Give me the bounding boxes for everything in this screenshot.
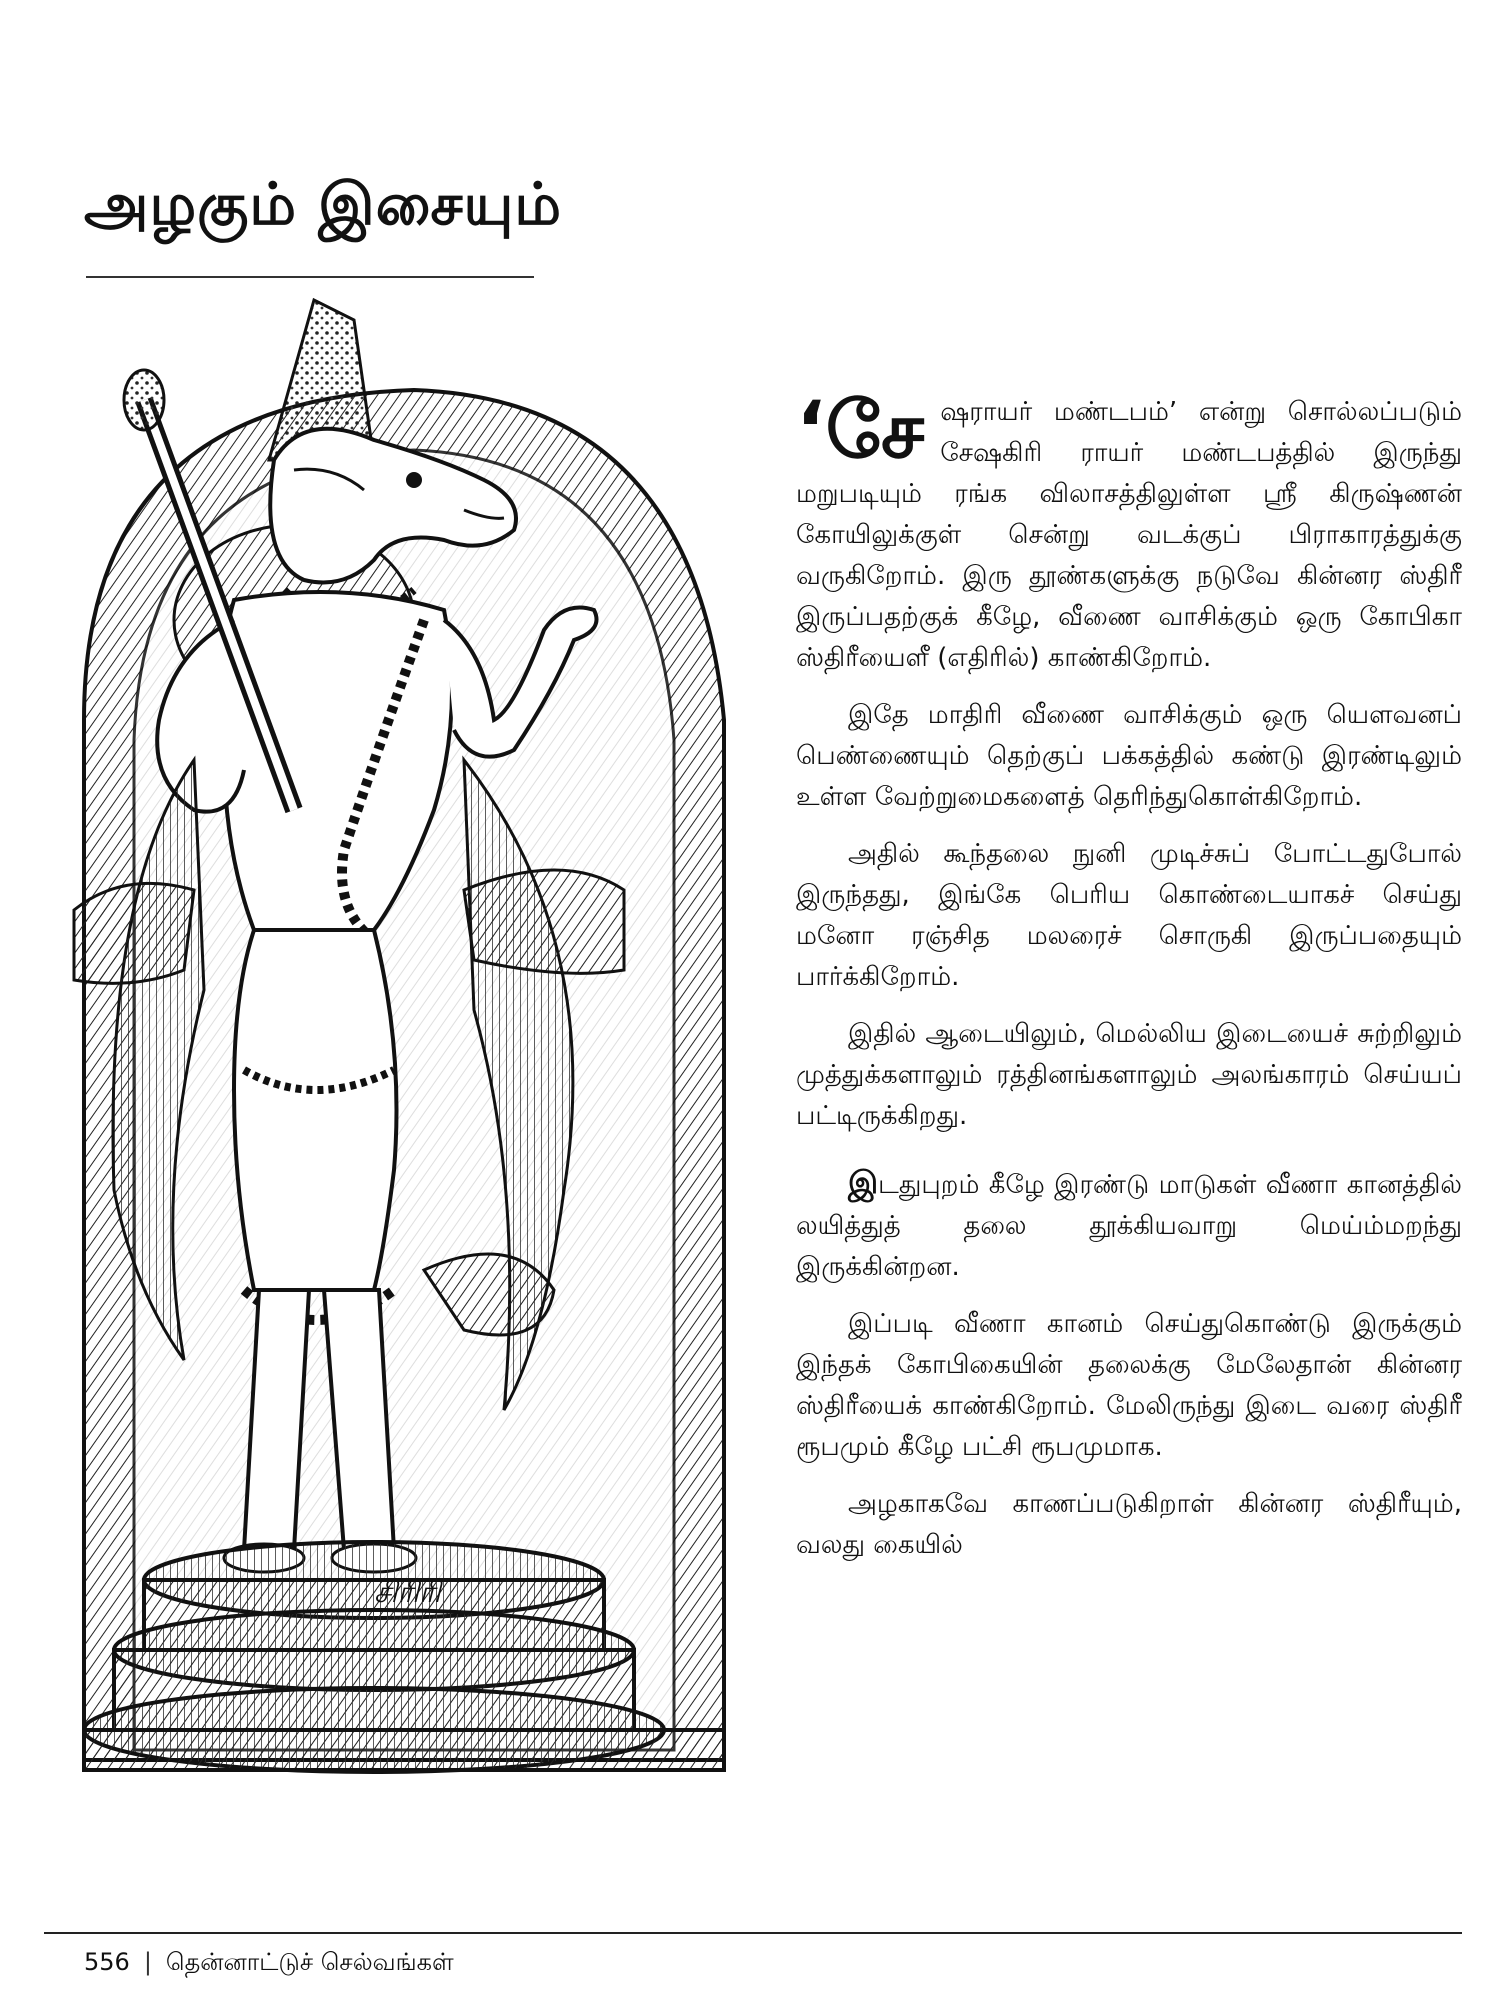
paragraph-1: [796, 386, 1462, 679]
kinnara-figure-icon: [44, 290, 774, 1890]
footer-divider: [44, 1932, 1462, 1934]
paragraph-5-text: டதுபுறம் கீழே இரண்டு மாடுகள் வீணா கானத்தில் லயித்துத் தலை தூக்கியவாறு மெய்ம்மறந்து இருக்கின்றன.: [796, 1170, 1462, 1282]
page-footer: [84, 1948, 454, 1979]
paragraph-6: இப்படி வீணா கானம் செய்துகொண்டு இருக்கும் இந்தக் கோபிகையின் தலைக்கு மேலேதான் கின்னர ஸ்திரீயைக் காண்கிறோம். மேலிருந்து இடை வரை ஸ்திரீ ரூபமும் கீழே பட்சி ரூபமுமாக.: [796, 1309, 1462, 1462]
paragraph-2: இதே மாதிரி வீணை வாசிக்கும் ஒரு யௌவனப் பெண்ணையும் தெற்குப் பக்கத்தில் கண்டு இரண்டிலும் உள்ள வேற்றுமைகளைத் தெரிந்துகொள்கிறோம்.: [796, 700, 1462, 812]
heading-divider: [86, 276, 534, 278]
page-number: 556: [84, 1948, 130, 1976]
book-title: தென்னாட்டுச் செல்வங்கள்: [165, 1948, 454, 1976]
paragraph-3: அதில் கூந்தலை நுனி முடிச்சுப் போட்டதுபோல் இருந்தது, இங்கே பெரிய கொண்டையாகச் செய்து மனோ ரஞ்சித மலரைச் சொருகி இருப்பதையும் பார்க்கிறோம்.: [796, 839, 1462, 992]
paragraph-7: அழகாகவே காணப்படுகிறாள் கின்னர ஸ்திரீயும், வலது கையில்: [796, 1489, 1462, 1560]
paragraph-4: இதில் ஆடையிலும், மெல்லிய இடையைச் சுற்றிலும் முத்துக்களாலும் ரத்தினங்களாலும் அலங்காரம் செய்யப் பட்டிருக்கிறது.: [796, 1019, 1462, 1131]
page-heading: அழகும் இசையும்: [84, 170, 563, 238]
pedestal-inscription: சிரிரி: [374, 1575, 441, 1610]
paragraph-1-text: ஷராயர் மண்டபம்’ என்று சொல்லப்படும் சேஷகிரி ராயர் மண்டபத்தில் இருந்து மறுபடியும் ரங்க விலாசத்திலுள்ள ஸ்ரீ கிருஷ்ணன் கோயிலுக்குள் சென்று வடக்குப் பிராகாரத்துக்கு வருகிறோம். இரு தூண்களுக்கு நடுவே கின்னர ஸ்திரீ இருப்பதற்குக் கீழே, வீணை வாசிக்கும் ஒரு கோபிகா ஸ்திரீயைளீ (எதிரில்) காண்கிறோம்.: [796, 397, 1462, 673]
dropcap: ‘சே: [796, 386, 925, 476]
paragraph-5-lead: இ: [848, 1165, 879, 1201]
paragraph-5: [796, 1163, 1462, 1288]
footer-separator: |: [143, 1948, 152, 1976]
article-text: [796, 386, 1462, 1582]
